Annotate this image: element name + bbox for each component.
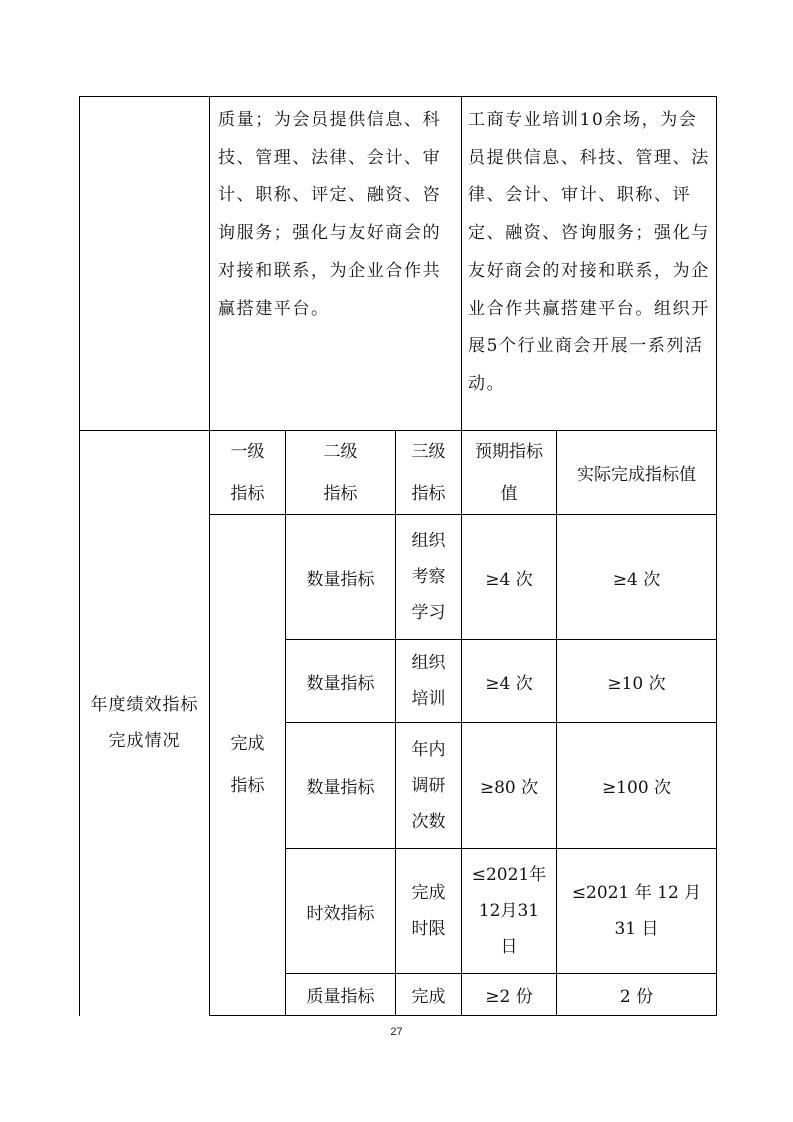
row2-expected: ≥4 次 — [485, 673, 533, 694]
row3-level3: 年内调研次数 — [411, 739, 446, 832]
row5-actual: 2 份 — [619, 987, 654, 1007]
row2-level3: 组织培训 — [411, 653, 446, 709]
table-right-border — [716, 96, 717, 1016]
header-expected: 预期指标值 — [475, 441, 543, 504]
header-level1: 一级指标 — [230, 441, 265, 504]
row1-level2: 数量指标 — [306, 569, 375, 590]
row1-actual: ≥4 次 — [612, 569, 661, 590]
row3-actual: ≥100 次 — [601, 778, 672, 798]
row4-level3: 完成时限 — [411, 883, 446, 939]
table-top-border — [79, 96, 717, 97]
row3-expected: ≥80 次 — [479, 778, 539, 798]
header-level2: 二级指标 — [323, 441, 358, 504]
row2-level2: 数量指标 — [306, 673, 375, 694]
row2-actual: ≥10 次 — [607, 673, 666, 694]
row4-level2: 时效指标 — [306, 903, 375, 924]
row4-actual: ≤2021 年 12 月 31 日 — [571, 883, 702, 939]
level1-value: 完成指标 — [230, 734, 265, 796]
row3-level2: 数量指标 — [306, 778, 375, 798]
top-right-divider — [461, 96, 462, 430]
table-bottom-line — [209, 1015, 717, 1016]
row5-level3: 完成 — [411, 987, 446, 1007]
row4-expected: ≤2021年12月31日 — [471, 865, 547, 957]
row5-level2: 质量指标 — [306, 987, 375, 1007]
row5-expected: ≥2 份 — [485, 987, 533, 1007]
header-actual: 实际完成指标值 — [577, 465, 696, 485]
page-number: 27 — [390, 1026, 403, 1038]
section-label: 年度绩效指标完成情况 — [90, 695, 199, 751]
top-left-text: 质量；为会员提供信息、科技、管理、法律、会计、审计、职称、评定、融资、咨询服务；强化与友好商会的对接和联系，为企业合作共赢搭建平台。 — [218, 110, 442, 319]
header-level3: 三级指标 — [411, 441, 446, 504]
row1-expected: ≥4 次 — [485, 569, 533, 590]
top-mid-divider — [209, 96, 210, 430]
top-right-text: 工商专业培训10余场，为会员提供信息、科技、管理、法律、会计、审计、职称、评定、融资、咨询服务；强化与友好商会的对接和联系，为企业合作共赢搭建平台。组织开展5个行业商会开展一系列活动。 — [468, 110, 710, 394]
row1-level3: 组织考察学习 — [411, 531, 446, 623]
